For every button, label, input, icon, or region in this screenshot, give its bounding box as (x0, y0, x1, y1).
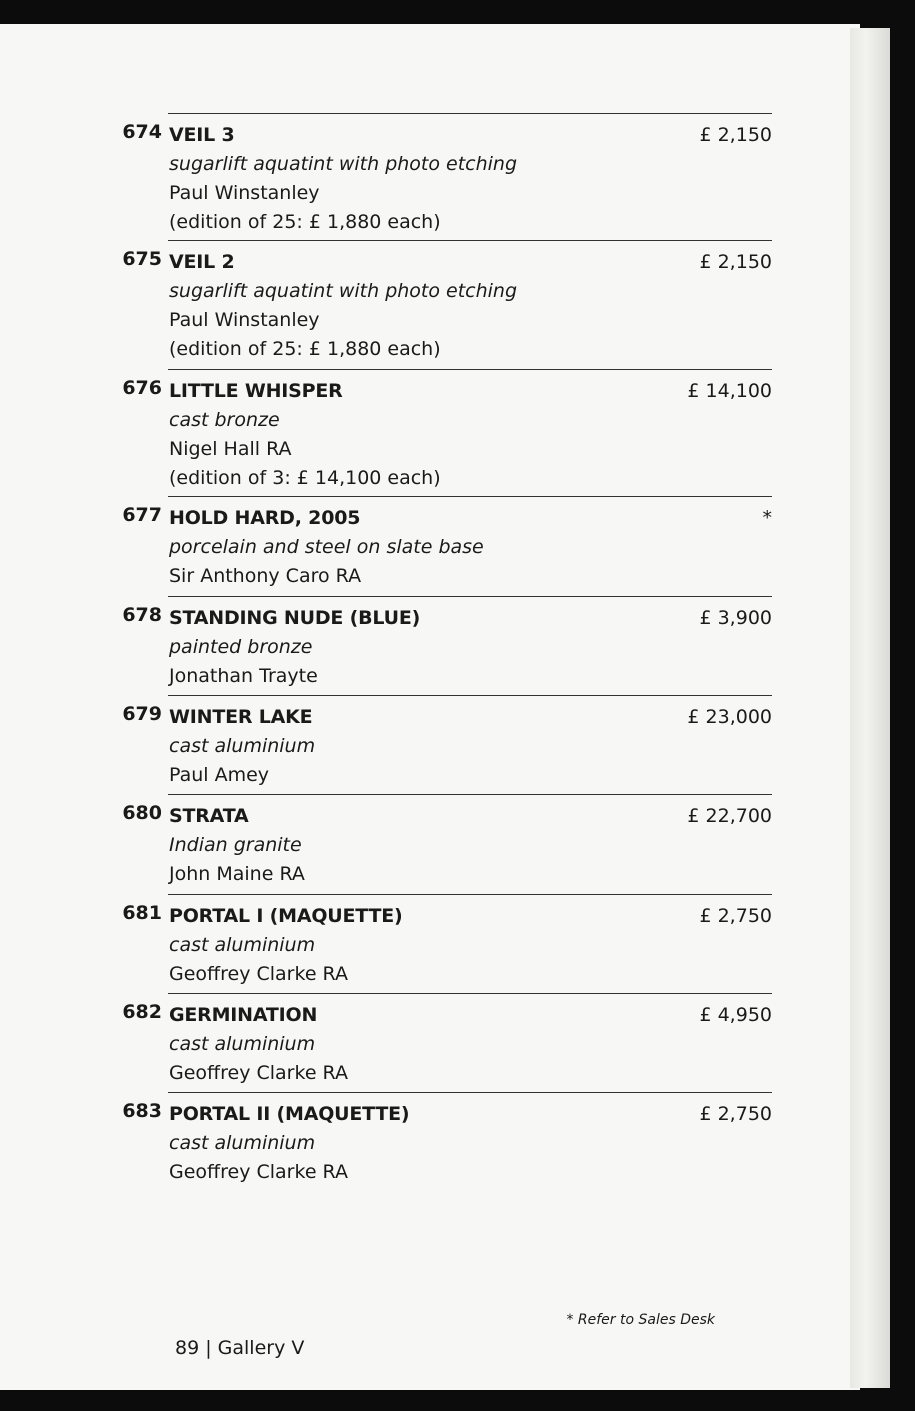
lot-artist: Nigel Hall RA (169, 438, 292, 460)
lot-divider (168, 695, 772, 696)
lot-price: £ 2,150 (699, 251, 772, 273)
lot-number: 679 (122, 703, 162, 725)
lot-price: * (762, 507, 772, 529)
lot-edition: (edition of 25: £ 1,880 each) (169, 211, 441, 233)
lot-title: VEIL 2 (169, 251, 235, 273)
lot-artist: Paul Winstanley (169, 309, 320, 331)
lot-title: GERMINATION (169, 1004, 318, 1026)
lot-medium: sugarlift aquatint with photo etching (169, 280, 518, 302)
page-edge (850, 28, 890, 1388)
lot-divider (168, 240, 772, 241)
lot-artist: Jonathan Trayte (169, 665, 318, 687)
lot-number: 677 (122, 504, 162, 526)
lot-price: £ 2,750 (699, 1103, 772, 1125)
lot-medium: cast aluminium (169, 934, 316, 956)
lot-number: 675 (122, 248, 162, 270)
lot-details (169, 121, 669, 237)
lot-title: STRATA (169, 805, 249, 827)
lot-divider (168, 496, 772, 497)
lot-details (169, 802, 669, 889)
lot-price: £ 3,900 (699, 607, 772, 629)
lot-price: £ 4,950 (699, 1004, 772, 1026)
lot-details (169, 377, 669, 493)
lot-title: WINTER LAKE (169, 706, 313, 728)
lot-title: VEIL 3 (169, 124, 235, 146)
lot-number: 678 (122, 604, 162, 626)
lot-number: 674 (122, 121, 162, 143)
sales-desk-note: * Refer to Sales Desk (566, 1312, 715, 1328)
lot-artist: Paul Winstanley (169, 182, 320, 204)
lot-divider (168, 596, 772, 597)
lot-medium: painted bronze (169, 636, 313, 658)
lot-divider (168, 1092, 772, 1093)
lot-price: £ 2,750 (699, 905, 772, 927)
lot-details (169, 604, 669, 691)
lot-medium: porcelain and steel on slate base (169, 536, 484, 558)
lot-details (169, 703, 669, 790)
lot-price: £ 22,700 (687, 805, 772, 827)
lot-medium: cast aluminium (169, 1132, 316, 1154)
lot-price: £ 14,100 (687, 380, 772, 402)
lot-title: STANDING NUDE (BLUE) (169, 607, 421, 629)
lot-artist: John Maine RA (169, 863, 305, 885)
lot-details (169, 1001, 669, 1088)
lot-price: £ 2,150 (699, 124, 772, 146)
lot-title: LITTLE WHISPER (169, 380, 343, 402)
lot-medium: cast aluminium (169, 1033, 316, 1055)
lot-divider (168, 369, 772, 370)
lot-artist: Paul Amey (169, 764, 270, 786)
page-folio: 89 | Gallery V (175, 1337, 305, 1359)
lot-details (169, 504, 669, 591)
lot-artist: Geoffrey Clarke RA (169, 1161, 348, 1183)
lot-edition: (edition of 3: £ 14,100 each) (169, 467, 441, 489)
lot-artist: Geoffrey Clarke RA (169, 963, 348, 985)
lot-details (169, 1100, 669, 1187)
lot-artist: Geoffrey Clarke RA (169, 1062, 348, 1084)
lot-edition: (edition of 25: £ 1,880 each) (169, 338, 441, 360)
lot-medium: cast bronze (169, 409, 280, 431)
lot-divider (168, 993, 772, 994)
lot-number: 683 (122, 1100, 162, 1122)
lot-details (169, 902, 669, 989)
lot-medium: sugarlift aquatint with photo etching (169, 153, 518, 175)
lot-number: 676 (122, 377, 162, 399)
lot-artist: Sir Anthony Caro RA (169, 565, 362, 587)
lot-divider (168, 794, 772, 795)
lot-divider (168, 894, 772, 895)
lot-number: 680 (122, 802, 162, 824)
lot-title: PORTAL II (MAQUETTE) (169, 1103, 410, 1125)
lot-medium: cast aluminium (169, 735, 316, 757)
lot-details (169, 248, 669, 364)
lot-divider (168, 113, 772, 114)
lot-title: HOLD HARD, 2005 (169, 507, 361, 529)
catalogue-page (0, 24, 860, 1390)
lot-medium: Indian granite (169, 834, 302, 856)
lot-number: 681 (122, 902, 162, 924)
lot-number: 682 (122, 1001, 162, 1023)
lot-price: £ 23,000 (687, 706, 772, 728)
lot-title: PORTAL I (MAQUETTE) (169, 905, 403, 927)
